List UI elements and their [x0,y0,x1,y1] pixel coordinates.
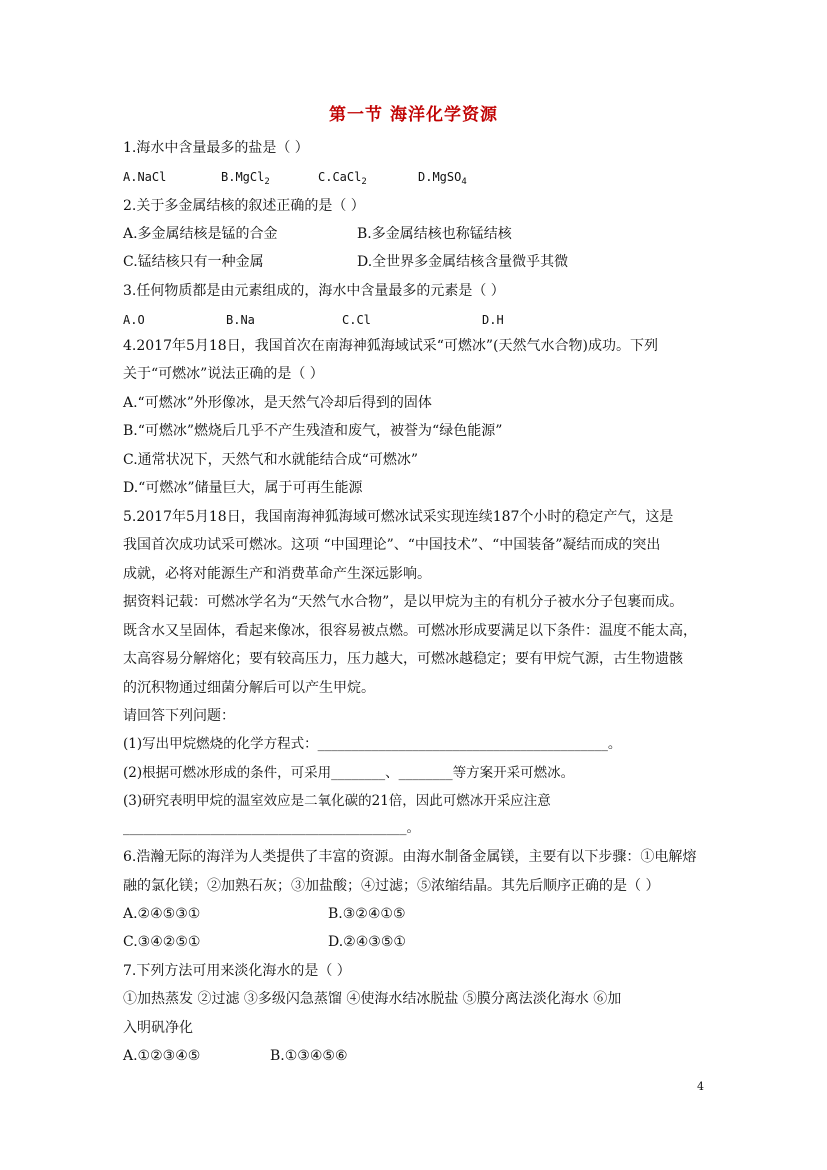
question-7-stem: 7.下列方法可用来淡化海水的是（ ） [123,963,351,979]
q1-option-c: C.CaCl$_2$ [318,170,367,187]
page-number: 4 [697,1080,704,1093]
question-5-part1: (1)写出甲烷燃烧的化学方程式：___________________________________________。 [123,736,622,752]
question-5-prompt: 请回答下列问题： [123,708,235,724]
q3-option-b: B.Na [226,313,255,327]
q4-option-d: D.“可燃冰”储量巨大，属于可再生能源 [123,480,363,496]
question-5-line2: 我国首次成功试采可燃冰。这项 “中国理论”、“中国技术”、“中国装备”凝结而成的突出 [123,537,661,553]
q3-option-c: C.Cl [342,313,371,327]
q6-option-a: A.②④⑤③① [123,906,201,922]
question-5-line6: 太高容易分解熔化；要有较高压力，压力越大，可燃冰越稳定；要有甲烷气源，古生物遗骸 [123,651,683,667]
q4-option-c: C.通常状况下，天然气和水就能结合成“可燃冰” [123,452,418,468]
q2-option-a: A.多金属结核是锰的合金 [123,226,278,242]
q1-option-d: D.MgSO$_4$ [418,170,467,187]
question-5-line3: 成就，必将对能源生产和消费革命产生深远影响。 [123,566,431,582]
question-3-stem: 3.任何物质都是由元素组成的，海水中含量最多的元素是（ ） [123,283,505,299]
q2-option-d: D.全世界多金属结核含量微乎其微 [357,254,569,270]
q2-option-c: C.锰结核只有一种金属 [123,254,264,270]
question-5-line5: 既含水又呈固体，看起来像冰，很容易被点燃。可燃冰形成要满足以下条件：温度不能太高， [123,623,697,639]
question-2-stem: 2.关于多金属结核的叙述正确的是（ ） [123,198,365,214]
question-5-part3: (3)研究表明甲烷的温室效应是二氧化碳的21倍，因此可燃冰开采应注意 [123,793,551,809]
question-5-line7: 的沉积物通过细菌分解后可以产生甲烷。 [123,680,375,696]
question-4-stem-line1: 4.2017年5月18日，我国首次在南海神狐海域试采“可燃冰”(天然气水合物)成功。下列 [123,338,658,354]
q2-option-b: B.多金属结核也称锰结核 [357,226,512,242]
q3-option-a: A.O [123,313,145,327]
question-7-items-line1: ①加热蒸发 ②过滤 ③多级闪急蒸馏 ④使海水结冰脱盐 ⑤膜分离法淡化海水 ⑥加 [123,991,622,1007]
q7-option-a: A.①②③④⑤ [123,1048,201,1064]
q1-option-a: A.NaCl [123,170,167,184]
q6-option-d: D.②④③⑤① [328,934,406,950]
question-5-line1: 5.2017年5月18日，我国南海神狐海域可燃冰试采实现连续187个小时的稳定产气，这是 [123,509,674,525]
page-title: 第一节 海洋化学资源 [329,105,498,125]
q6-option-c: C.③④②⑤① [123,934,201,950]
question-5-part2: (2)根据可燃冰形成的条件，可采用________、________等方案开采可燃冰。 [123,765,575,781]
question-4-stem-line2: 关于“可燃冰”说法正确的是（ ） [123,366,324,382]
q3-option-d: D.H [482,313,504,327]
question-7-items-line2: 入明矾净化 [123,1020,193,1036]
q7-option-b: B.①③④⑤⑥ [270,1048,348,1064]
question-6-line2: 融的氯化镁；②加熟石灰；③加盐酸；④过滤；⑤浓缩结晶。其先后顺序正确的是（ ） [123,878,660,894]
q4-option-a: A.“可燃冰”外形像冰，是天然气冷却后得到的固体 [123,395,432,411]
question-6-line1: 6.浩瀚无际的海洋为人类提供了丰富的资源。由海水制备金属镁，主要有以下步骤：①电解熔 [123,849,697,865]
question-1-stem: 1.海水中含量最多的盐是（ ） [123,140,309,156]
question-5-line4: 据资料记载：可燃冰学名为“天然气水合物”，是以甲烷为主的有机分子被水分子包裹而成。 [123,594,684,610]
q1-option-b: B.MgCl$_2$ [221,170,270,187]
q6-option-b: B.③②④①⑤ [328,906,406,922]
q4-option-b: B.“可燃冰”燃烧后几乎不产生残渣和废气，被誉为“绿色能源” [123,423,503,439]
question-5-part3-blank: __________________________________________。 [123,820,420,836]
